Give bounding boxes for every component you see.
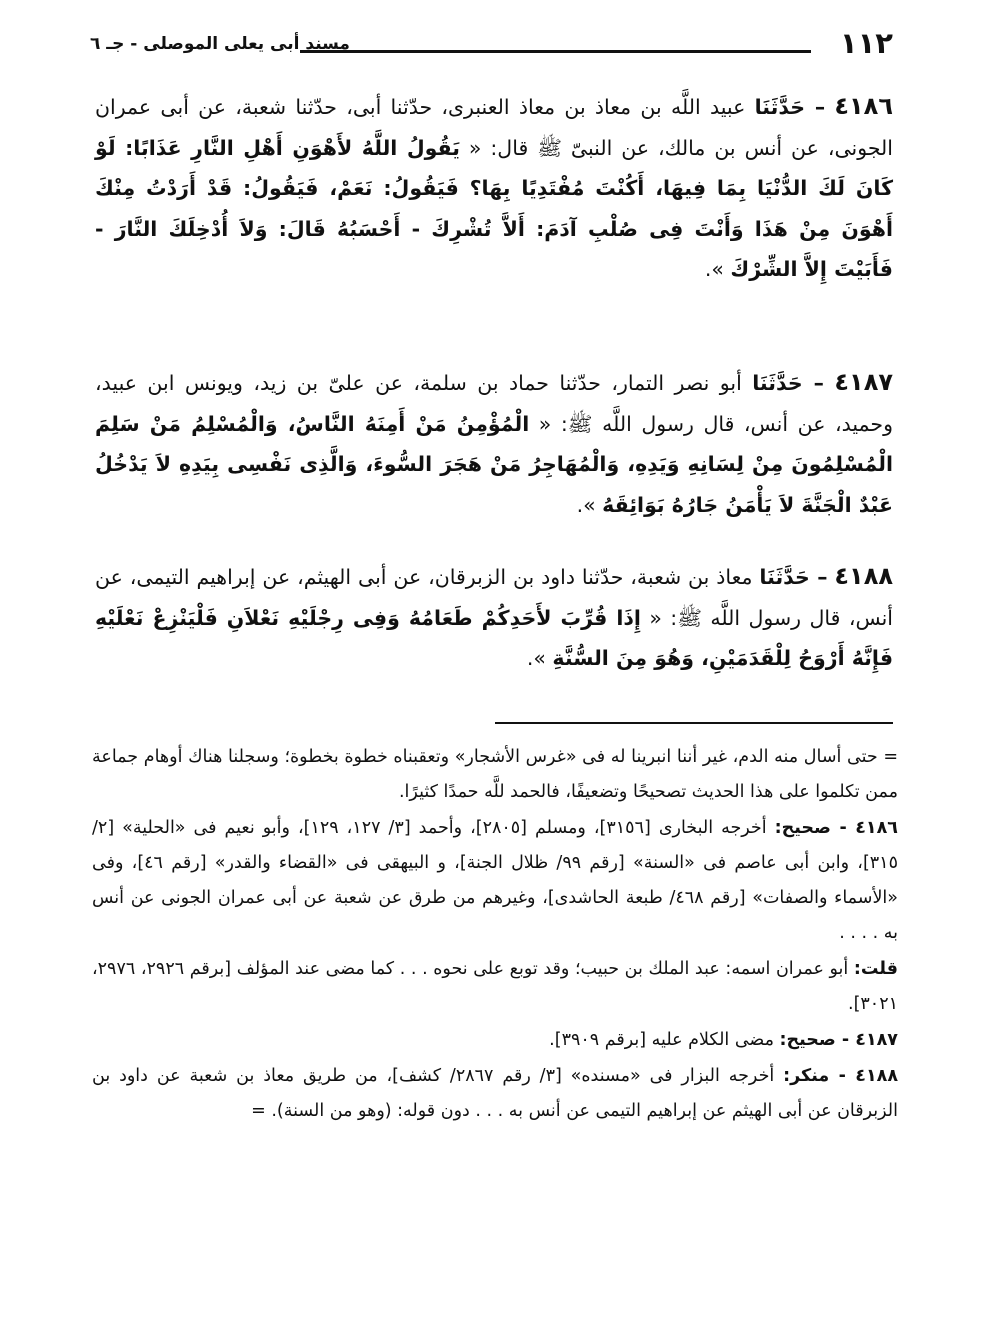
footnote-text: أخرجه البزار فى «مسنده» [٣/ رقم ٢٨٦٧/ كشف]، من طريق معاذ بن شعبة عن داود بن الزبرقان عن أبى الهيثم عن إبراهيم التيمى عن أنس به . . . دون قوله: (وهو من السنة). = [92, 1066, 898, 1121]
footnote-text: أبو عمران اسمه: عبد الملك بن حبيب؛ وقد توبع على نحوه . . . كما مضى عند المؤلف [برقم ٢٩٢٦، ٢٩٧٦، ٣٠٢١]. [92, 959, 898, 1014]
footnote-lead: قلت: [853, 959, 899, 979]
hadith-4186 [95, 86, 893, 290]
page-number: ١١٢ [839, 26, 893, 60]
hadith-number: ٤١٨٨ [834, 562, 893, 590]
footnote-lead: ٤١٨٦ - صحيح: [774, 818, 898, 838]
hadith-closing: ». [576, 492, 596, 517]
hadith-opening: – حَدَّثَنَا [759, 565, 828, 589]
hadith-4187 [95, 362, 893, 525]
footnote-text: أخرجه البخارى [٣١٥٦]، ومسلم [٢٨٠٥]، وأحمد [٣/ ١٢٧، ١٢٩]، وأبو نعيم فى «الحلية» [٢/ ٣١٥]، وابن أبى عاصم فى «السنة» [رقم ٩٩/ ظلال الجنة]، و البيهقى فى «القضاء والقدر» [رقم ٤٦]، وفى «الأسماء والصفات» [رقم ٤٦٨/ طبعة الحاشدى]، وغيرهم من طرق عن شعبة عن أبى عمران الجونى عن أنس به . . . . [92, 818, 898, 943]
running-header [90, 24, 893, 64]
running-title: مسند أبى يعلى الموصلى - جـ ٦ [90, 34, 350, 54]
header-rule [300, 50, 811, 53]
hadith-opening: – حَدَّثَنَا [752, 371, 824, 395]
hadith-chain: أبو نصر التمار، حدّثنا حماد بن سلمة، عن علىّ بن زيد، ويونس ابن عبيد، وحميد، عن أنس، قال رسول اللَّه ﷺ: « [95, 371, 893, 436]
footnote-text: = حتى أسال منه الدم، غير أننا انبرينا له فى «غرس الأشجار» وتعقبناه خطوة بخطوة؛ وسجلنا هناك أوهام جماعة ممن تكلموا على هذا الحديث تصحيحًا وتضعيفًا، فالحمد للَّه حمدًا كثيرًا. [92, 747, 898, 802]
hadith-number: ٤١٨٦ [834, 92, 893, 120]
footnote-lead: ٤١٨٧ - صحيح: [779, 1030, 898, 1050]
footnote-text: مضى الكلام عليه [برقم ٣٩٠٩]. [549, 1030, 780, 1050]
footnote-4186 [92, 811, 898, 951]
footnote-lead: ٤١٨٨ - منكر: [783, 1066, 899, 1086]
hadith-matn: إِذَا قُرِّبَ لأَحَدِكُمْ طَعَامُهُ وَفِى رِجْلَيْهِ نَعْلاَنِ فَلْيَنْزِعْ نَعْلَيْهِ فَإِنَّهُ أَرْوَحُ لِلْقَدَمَيْنِ، وَهُوَ مِنَ السُّنَّةِ [95, 605, 893, 670]
hadith-chain: عبيد اللَّه بن معاذ بن معاذ العنبرى، حدّثنا أبى، حدّثنا شعبة، عن أبى عمران الجونى، عن أنس بن مالك، عن النبىّ ﷺ قال: « [95, 95, 893, 160]
footnote-continuation [92, 740, 898, 810]
footnote-separator [495, 722, 893, 724]
hadith-matn: الْمُؤْمِنُ مَنْ أَمِنَهُ النَّاسُ، وَالْمُسْلِمُ مَنْ سَلِمَ الْمُسْلِمُونَ مِنْ لِسَانِهِ وَيَدِهِ، وَالْمُهَاجِرُ مَنْ هَجَرَ السُّوءَ، وَالَّذِى نَفْسِى بِيَدِهِ لاَ يَدْخُلُ عَبْدٌ الْجَنَّةَ لاَ يَأْمَنُ جَارُهُ بَوَائِقَهُ [95, 411, 893, 517]
footnotes [92, 740, 898, 1130]
hadith-4188 [95, 556, 893, 679]
footnote-4188 [92, 1059, 898, 1129]
hadith-closing: ». [526, 646, 546, 670]
hadith-closing: ». [704, 257, 724, 281]
hadith-chain: معاذ بن شعبة، حدّثنا داود بن الزبرقان، عن أبى الهيثم، عن إبراهيم التيمى، عن أنس، قال رسول اللَّه ﷺ: « [95, 565, 893, 630]
footnote-note [92, 952, 898, 1022]
footnote-4187 [92, 1023, 898, 1058]
hadith-matn: يَقُولُ اللَّهُ لأَهْوَنِ أَهْلِ النَّارِ عَذَابًا: لَوْ كَانَ لَكَ الدُّنْيَا بِمَا فِيهَا، أَكُنْتَ مُفْتَدِيًا بِهَا؟ فَيَقُولُ: نَعَمْ، فَيَقُولُ: قَدْ أَرَدْتُ مِنْكَ أَهْوَنَ مِنْ هَذَا وَأَنْتَ فِى صُلْبِ آدَمَ: أَلاَّ تُشْرِكَ - أَحْسَبُهُ قَالَ: وَلاَ أُدْخِلَكَ النَّارَ - فَأَبَيْتَ إِلاَّ الشِّرْكَ [95, 135, 893, 281]
hadith-opening: – حَدَّثَنَا [754, 95, 826, 119]
hadith-number: ٤١٨٧ [834, 368, 893, 396]
